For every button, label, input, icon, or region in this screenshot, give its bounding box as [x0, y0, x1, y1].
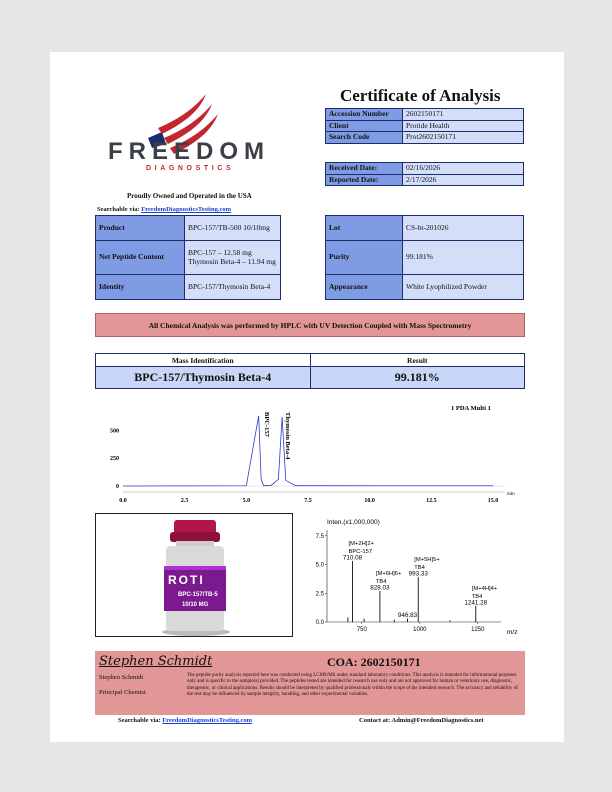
mass-spectrum-x-tick-label: 750 [356, 627, 367, 633]
net-peptide-value: BPC-157 – 12.58 mg Thymosin Beta-4 – 11.94 mg [185, 241, 281, 275]
chromatogram-peak-labels [263, 412, 291, 460]
lot-key: Lot [326, 216, 403, 241]
chromatogram-x-tick-label: 2.5 [180, 498, 189, 504]
chromatogram-x-tick-label: 7.5 [304, 498, 312, 504]
reported-date-value: 2/17/2026 [403, 174, 524, 186]
purity-key: Purity [326, 241, 403, 275]
search-code-value: Prot2602150171 [403, 132, 524, 144]
mass-spectrum-peak-label: 946.83 [397, 612, 418, 620]
table-row [96, 241, 281, 275]
mass-spectrum-peak-label: 828.03 [370, 584, 390, 592]
identity-value: BPC-157/Thymosin Beta-4 [185, 275, 281, 300]
table-row [326, 216, 524, 241]
table-row [326, 109, 524, 121]
chromatogram-ticks [110, 428, 498, 504]
table-row [326, 120, 524, 132]
searchable-link[interactable]: FreedomDiagnosticsTesting.com [162, 717, 253, 724]
mass-spectrum-peak-annotation: [M+4H]4+ [471, 585, 498, 592]
chromatogram-series-line [123, 416, 493, 486]
table-row [326, 275, 524, 300]
mass-spectrum-y-tick-label: 0.0 [315, 620, 324, 626]
mass-identification-value: BPC-157/Thymosin Beta-4 [96, 367, 311, 389]
mass-spectrum-peak-annotation: [M+2H]2+ [348, 541, 375, 548]
purity-value: 99.181% [403, 241, 524, 275]
product-table [95, 215, 281, 300]
chromatogram-y-tick-label: 500 [110, 428, 119, 435]
mass-spectrum-x-tick-label: 1250 [471, 627, 485, 633]
table-row [96, 216, 281, 241]
mass-spectrum-peak-annotation: TB4 [375, 578, 387, 585]
received-date-key: Received Date: [326, 163, 403, 175]
received-date-value: 02/16/2026 [403, 163, 524, 175]
proudly-owned-text: Proudly Owned and Operated in the USA [127, 192, 252, 200]
searchable-link[interactable]: FreedomDiagnosticsTesting.com [141, 206, 232, 213]
chromatogram-x-tick-label: 15.0 [487, 498, 499, 504]
method-banner: All Chemical Analysis was performed by HPLC with UV Detection Coupled with Mass Spectrometry [95, 313, 525, 337]
hplc-chromatogram [95, 400, 525, 506]
chromatogram-x-tick-label: 0.0 [119, 498, 127, 504]
chromatogram-legend: 1 PDA Multi 1 [451, 405, 491, 412]
mass-spectrum-peak-label: 1241.28 [464, 599, 488, 607]
table-row [326, 132, 524, 144]
mass-spectrum-y-tick-label: 2.5 [315, 591, 324, 598]
chromatogram-axis [123, 486, 505, 492]
chemist-role: Principal Chemist [99, 689, 146, 696]
mass-spectrum-peak-annotation: TB4 [471, 593, 483, 600]
mass-spectrum-x-tick-label: 1000 [413, 627, 427, 633]
search-code-key: Search Code [326, 132, 403, 144]
brand-name: FREEDOM [108, 138, 270, 165]
accession-table [325, 108, 524, 144]
table-row [326, 163, 524, 175]
page-title: Certificate of Analysis [340, 86, 501, 105]
vial-icon [96, 514, 293, 637]
accession-number-key: Accession Number [326, 109, 403, 121]
vial-brand-text: ROTI [168, 573, 205, 587]
appearance-key: Appearance [326, 275, 403, 300]
table-row [96, 367, 525, 389]
contact-text: Contact at: Admin@FreedomDiagnostics.net [359, 717, 484, 724]
lot-value: CS-bt-201026 [403, 216, 524, 241]
vial-dose-text: 10/10 MG [182, 602, 209, 608]
table-row [96, 354, 525, 367]
table-row [326, 174, 524, 186]
mass-identification-header: Mass Identification [96, 354, 311, 367]
accession-number-value: 2602150171 [403, 109, 524, 121]
chemist-name: Stephen Schmidt [99, 674, 144, 681]
net-peptide-key: Net Peptide Content [96, 241, 185, 275]
reported-date-key: Reported Date: [326, 174, 403, 186]
mass-spectrum-peak-annotation: [M+5H]5+ [414, 557, 440, 564]
result-table [95, 353, 525, 389]
searchable-top [97, 206, 231, 213]
searchable-bottom [118, 717, 252, 724]
coa-number: COA: 2602150171 [327, 655, 421, 669]
disclaimer-text: The peptide purity analysis reported here was conducted using LCMS/MS under standard laboratory conditions. This analysis is intended for informational purposes only and is specific to the sample(s) provided. The peptides tested are intended for research use only and are not approved for human or veterinary use, diagnostic, therapeutic, or clinical applications. Results should be interpreted by qualified professionals within the scope of the intended research. The accuracy and reliability of the test may be influenced by sample integrity, handling, and other experimental variables. [187, 673, 518, 698]
chromatogram-x-tick-label: 5.0 [242, 498, 251, 504]
mass-spectrum-x-label: m/z [507, 629, 518, 636]
mass-spectrum-chart [305, 516, 523, 640]
chromatogram-x-unit: min [507, 492, 515, 497]
searchable-label: Searchable via: [118, 717, 161, 724]
client-value: Protide Health [403, 120, 524, 132]
chromatogram-y-tick-label: 0 [116, 484, 119, 490]
mass-spectrum-peak-label: 993.33 [408, 570, 428, 578]
mass-spectrum-peaks [343, 541, 498, 622]
identity-key: Identity [96, 275, 185, 300]
table-row [96, 275, 281, 300]
mass-spectrum-peak-annotation: [M+6H]6+ [375, 570, 402, 577]
appearance-value: White Lyophilized Powder [403, 275, 524, 300]
chromatogram-peak-label: BPC-157 [263, 412, 271, 437]
client-key: Client [326, 120, 403, 132]
vial-label-text: BPC-157/TB-5 [178, 592, 218, 598]
mass-spectrum-y-tick-label: 7.5 [315, 533, 324, 540]
chromatogram-peak-label: Thymosin Beta-4 [284, 412, 292, 460]
dates-table [325, 162, 524, 186]
mass-spectrum-peak-annotation: TB4 [414, 565, 425, 572]
result-value: 99.181% [310, 367, 525, 389]
searchable-label: Searchable via: [97, 206, 140, 213]
product-vial-photo [95, 513, 293, 637]
chromatogram-x-tick-label: 10.0 [364, 498, 375, 504]
product-value: BPC-157/TB-500 10/10mg [185, 216, 281, 241]
product-key: Product [96, 216, 185, 241]
brand-subtitle: DIAGNOSTICS [146, 165, 235, 172]
signature: Stephen Schmidt [99, 654, 213, 669]
mass-spectrum-y-tick-label: 5.0 [315, 562, 324, 569]
mass-spectrum-peak-annotation: BPC-157 [348, 549, 373, 556]
chromatogram-y-tick-label: 250 [110, 456, 119, 463]
mass-spectrum-title: Inten.(x1,000,000) [327, 519, 380, 526]
signature-footer [95, 651, 525, 715]
chromatogram-x-tick-label: 12.5 [426, 498, 437, 504]
mass-spectrum-peak-label: 710.08 [342, 554, 363, 562]
table-row [326, 241, 524, 275]
lot-table [325, 215, 524, 300]
result-header: Result [310, 354, 525, 367]
